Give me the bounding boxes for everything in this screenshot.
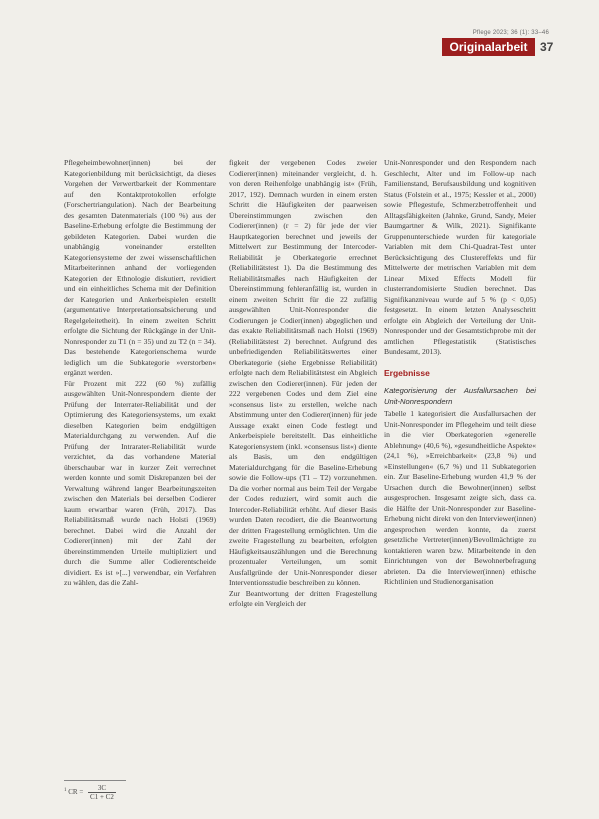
formula-fraction — [88, 784, 116, 801]
section-label-band: Originalarbeit — [442, 38, 535, 56]
footnote-marker: 1 — [64, 787, 67, 793]
paragraph: Unit-Nonresponder und den Respondern nach Geschlecht, Alter und im Follow-up nach Familienstand, Berufsausbildung und kognitiven Status (Folstein et al., 1975; Kessler et al., 2000) sowie Pflegestufe, Schmerzbetroffenheit und Alltagsfähigkeiten (Jahnke, Grund, Sandy, Meier Baumgartner & Wilk, 2021). Signifikante Gruppenunterschiede wurden für kategoriale Variablen mit dem Chi-Quadrat-Test unter Berücksichtigung des Clustereffekts und für Mittelwerte der metrischen Variablen mit dem Linear Mixed Effects Modell für clusterrandomisierte Studien berechnet. Das Signifikanzniveau wurde auf 5 % (p < 0,05) festgesetzt. In einem letzten Analyseschritt erfolgte ein Abgleich der Verteilung der Unit-Nonresponder und der Gesamtstichprobe mit der amtlichen Pflegestatistik (Statistisches Bundesamt, 2013). — [384, 158, 536, 356]
formula-prefix: CR = — [68, 788, 84, 797]
paragraph: Tabelle 1 kategorisiert die Ausfallursachen der Unit-Nonresponder im Pflegeheim und teilt diese in die vier Oberkategorien »generelle Ablehnung« (40,6 %), »gesundheitliche Aspekte« (24,1 %), »Erreichbarkeit« (23,8 %) und »Einstellungen« (6,7 %) und 11 Subkategorien ein. Zur Baseline-Erhebung wurden 41,9 % der Ursachen durch die Bewohner(innen) selbst ausgesprochen. Insgesamt zeigte sich, dass ca. die Hälfte der Unit-Nonresponder zur Baseline-Erhebung nicht direkt von den Interviewer(innen) angesprochen werden konnte, da zuerst gesetzliche Vertreter(innen)/Bevollmächtigte zu kontaktieren waren bzw. Mitarbeitende in den Einrichtungen von der Bewohnerbefragung abrieten. Da die Interviewer(innen) ethische Richtlinien und Studienorganisation — [384, 409, 536, 586]
formula-numerator: 3C — [88, 784, 116, 793]
journal-citation: Pflege 2023; 36 (1): 33–46 — [472, 30, 549, 36]
page-number: 37 — [540, 40, 554, 54]
text-column-3 — [384, 158, 536, 588]
paragraph: Pflegeheimbewohner(innen) bei der Kategorienbildung mit berücksichtigt, da dieses Vorgehen der Verwertbarkeit der Kommentare auf den Kontaktprotokollen erfolgte (Forschertriangulation). Nach der Bearbeitung des gesamten Datenmaterials (100 %) aus der Baseline-Erhebung erfolgte die Bestimmung der gebildeten Kategorien. Dabei wurden die unabhängig voneinander erstellten Kategoriensysteme der zwei wissenschaftlichen Mitarbeiterinnen anhand der vorliegenden Kategorien der Ethnologie diskutiert, revidiert und ein einheitliches Schema mit der Definition der Kategorien und Ankerbeispielen erstellt (argumentative Interpretationsabsicherung und Regelgeleitetheit). In einem zweiten Schritt erfolgte die Sichtung der Rückgänge in der Unit-Nonresponder zu T1 (n = 35) und zu T2 (n = 34). Das bestehende Kategorienschema wurde lediglich um die Subkategorie »verstorben« ergänzt werden. — [64, 158, 216, 377]
paragraph: Zur Beantwortung der dritten Fragestellung erfolgte ein Vergleich der — [229, 588, 377, 608]
footnote-rule — [64, 780, 126, 781]
paragraph: figkeit der vergebenen Codes zweier Codierer(innen) miteinander vergleicht, d. h. von deren Reihenfolge unabhängig ist« (Früh, 2017, 192). Demnach wurden in einem ersten Schritt die Häufigkeiten der paarweisen Übereinstimmungen zwischen den Codierer(innen) (r = 2) für jede der vier Hauptkategorien berechnet und jeweils der Mittelwert zur Bestimmung der Intercoder-Reliabilität je Oberkategorie errechnet (Reliabilitätstest 1). Da die Bestimmung des Reliabilitätsmaßes nach Häufigkeiten der Übereinstimmung fehleranfällig ist, wurden in einem zweiten Schritt für die 22 zufällig ausgewählten Unit-Nonresponder die Codierungen je Codier(innen) abgeglichen und das exakte Reliabilitätsmaß nach Holsti (1969) (Reliabilitätstest 2) berechnet. Aufgrund des unbefriedigenden Reliabilitätswertes einer Oberkategorie (siehe Ergebnisse Reliabilität) erfolgte nach dem Reliabilitätstest ein Abgleich zwischen den Codierer(innen). Für jeden der 222 vergebenen Codes und dem Ziel eine »consensus list« zu erstellen, welche nach Abstimmung unter den Codierer(innen) für jede Aussage exakt einen Code festlegt und Ankerbeispiele bereitstellt. Das einheitliche Kategoriensystem (inkl. »consensus list«) diente als Basis, um den endgültigen Materialdurchgang für die Baseline-Erhebung sowie die Follow-ups (T1 – T2) vorzunehmen. Da die vorher normal aus beim Teil der Vergabe der Codes reduziert, wird somit auch die Intercoder-Reliabilität erhöht. Auf dieser Basis wurden Daten recodiert, die die Beantwortung der dritten Fragestellung ermöglichten. Um die zweite Fragestellung zu bearbeiten, erfolgten Häufigkeitsauszählungen und die Berechnung prozentualer Verteilungen, um somit Ausfallgründe der Unit-Nonresponder dieser Interventionsstudie beschreiben zu können. — [229, 158, 377, 587]
text-column-2 — [229, 158, 377, 610]
text-column-1 — [64, 158, 216, 589]
formula-denominator: C1 + C2 — [90, 793, 114, 801]
subheading: Kategorisierung der Ausfallursachen bei Unit-Nonrespondern — [384, 386, 536, 406]
paragraph: Für Prozent mit 222 (60 %) zufällig ausgewählten Unit-Nonrespondern diente der Prüfung der Interrater-Reliabilität und der Optimierung des Kategoriensystems, um exakt dieselben Kategorien beim endgültigen Materialdurchgang zu verwenden. Auf die Prüfung der Intrarater-Reliabilität wurde verzichtet, da das vorhandene Material überschaubar war in kurzer Zeit verrechnet werden konnte und somit Diskrepanzen bei der Verwaltung während langer Bearbeitungszeiten zwischen den Materials bei derselben Codierer kaum erwartbar waren (Früh, 2017). Das Reliabilitätsmaß wurde nach Holsti (1969) berechnet. Dabei wird die Anzahl der Codierer(innen) mit der Zahl der übereinstimmenden Urteile multipliziert und durch die Summe aller Codierentscheide dividiert. Es ist »[...] verwendbar, ein Verfahren zu wählen, das die Zahl- — [64, 378, 216, 587]
footnote — [64, 784, 116, 801]
section-heading-results: Ergebnisse — [384, 367, 430, 378]
